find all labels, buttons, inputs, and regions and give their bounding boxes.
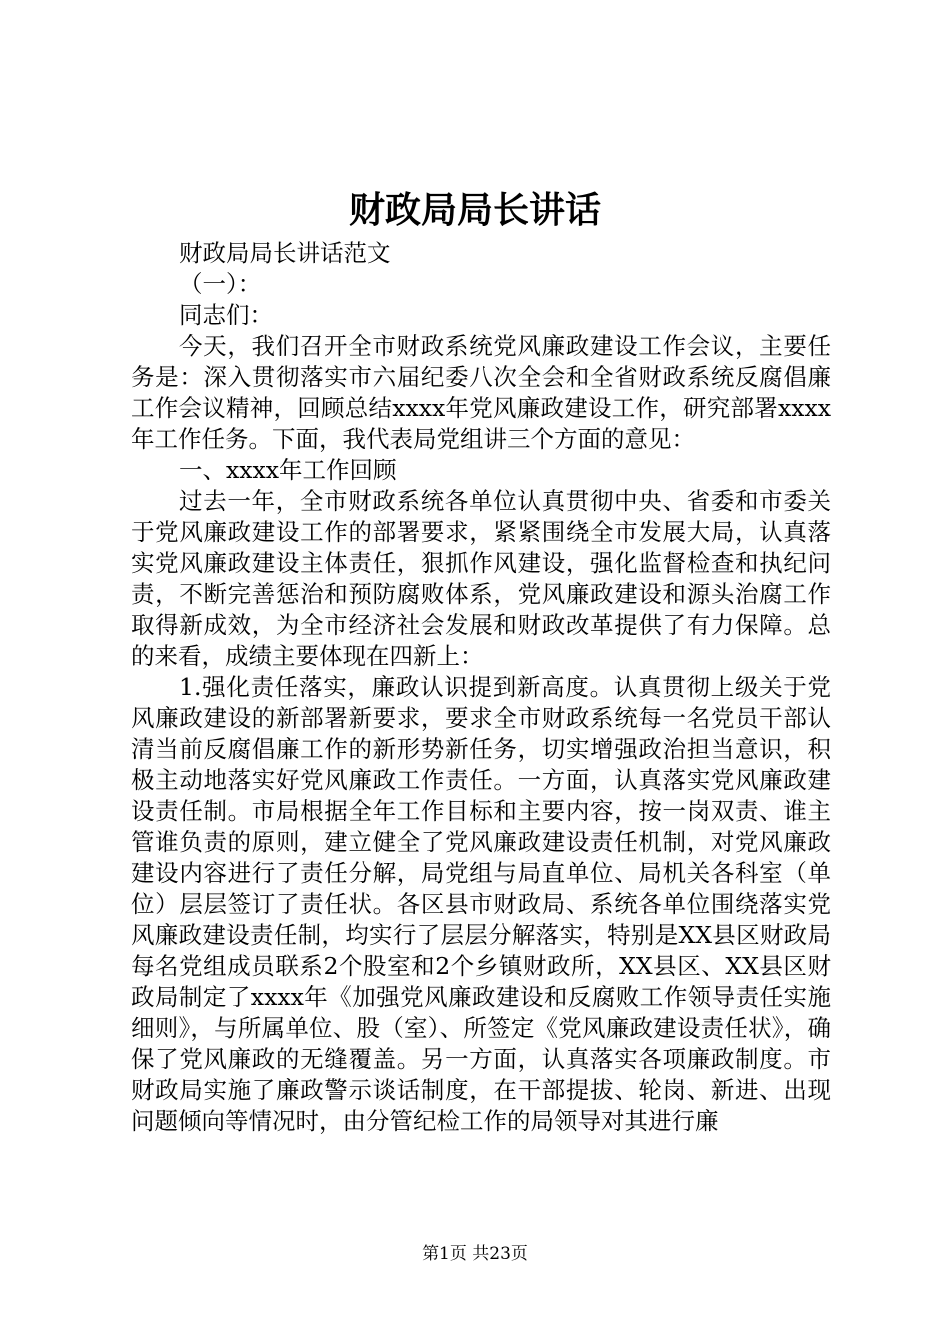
section-heading-paragraph: 一、xxxx年工作回顾 xyxy=(179,456,397,484)
salutation-paragraph: 同志们： xyxy=(179,301,273,329)
section-marker-paragraph: （一）： xyxy=(179,270,262,298)
page-number-footer: 第1页 共23页 xyxy=(422,1244,528,1264)
item-1-paragraph: 1.强化责任落实，廉政认识提到新高度。认真贯彻上级关于党风廉政建设的新部署新要求，要求全市财政系统每一名党员干部认清当前反腐倡廉工作的新形势新任务，切实增强政治担当意识，积极主动地落实好党风廉政工作责任。一方面，认真落实党风廉政建设责任制。市局根据全年工作目标和主要内容，按一岗双责、谁主管谁负责的原则，建立健全了党风廉政建设责任机制，对党风廉政建设内容进行了责任分解，局党组与局直单位、局机关各科室（单位）层层签订了责任状。各区县市财政局、系统各单位围绕落实党风廉政建设责任制，均实行了层层分解落实，特别是XX县区财政局每名党组成员联系2个股室和2个乡镇财政所，XX县区、XX县区财政局制定了xxxx年《加强党风廉政建设和反腐败工作领导责任实施细则》，与所属单位、股（室）、所签定《党风廉政建设责任状》，确保了党风廉政的无缝覆盖。另一方面，认真落实各项廉政制度。市财政局实施了廉政警示谈话制度，在干部提拔、轮岗、新进、出现问题倾向等情况时，由分管纪检工作的局领导对其进行廉 xyxy=(131,673,831,1135)
review-paragraph: 过去一年，全市财政系统各单位认真贯彻中央、省委和市委关于党风廉政建设工作的部署要求，紧紧围绕全市发展大局，认真落实党风廉政建设主体责任，狠抓作风建设，强化监督检查和执纪问责，不断完善惩治和预防腐败体系，党风廉政建设和源头治腐工作取得新成效，为全市经济社会发展和财政改革提供了有力保障。总的来看，成绩主要体现在四新上： xyxy=(131,487,831,670)
intro-paragraph: 今天，我们召开全市财政系统党风廉政建设工作会议，主要任务是：深入贯彻落实市六届纪委八次全会和全省财政系统反腐倡廉工作会议精神，回顾总结xxxx年党风廉政建设工作，研究部署xxxx年工作任务。下面，我代表局党组讲三个方面的意见： xyxy=(131,332,831,453)
subtitle-paragraph: 财政局局长讲话范文 xyxy=(179,239,391,267)
document-title: 财政局局长讲话 xyxy=(348,189,601,231)
document-body xyxy=(131,238,831,1137)
